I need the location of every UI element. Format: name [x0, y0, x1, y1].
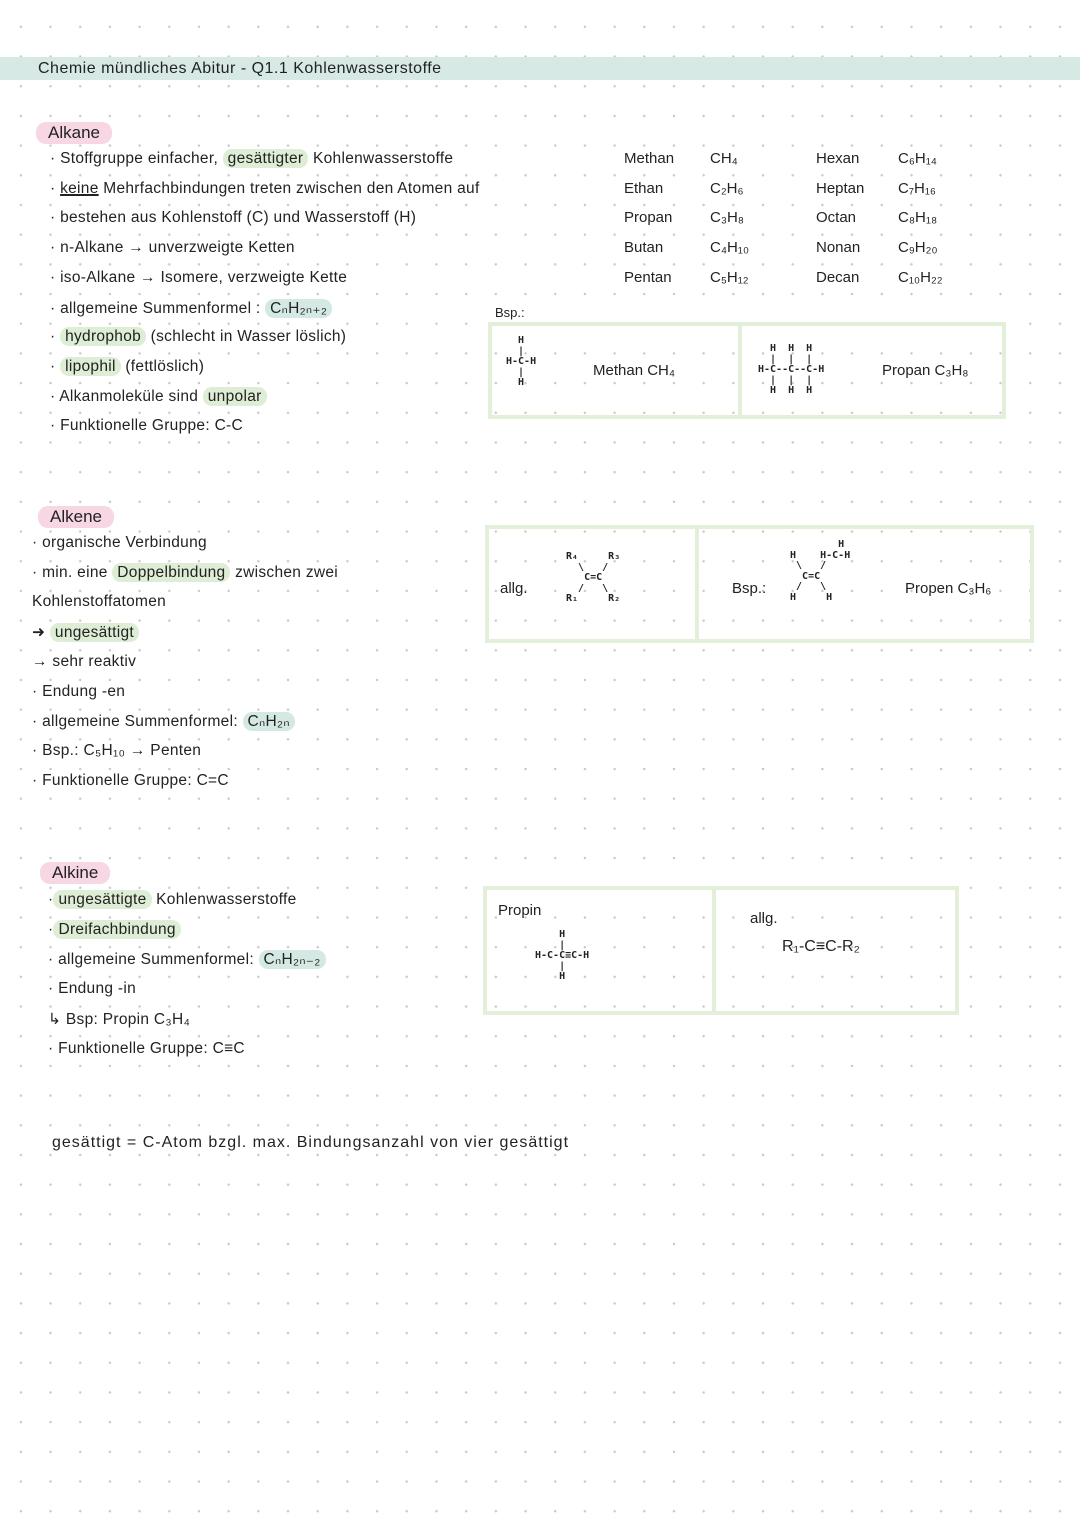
note-text: · Alkanmoleküle sind: [50, 387, 203, 405]
section-tag-alkane: Alkane: [36, 122, 112, 144]
highlighted-term: hydrophob: [60, 327, 146, 346]
note-line: [48, 921, 181, 939]
note-line: [32, 534, 207, 552]
note-line: [48, 891, 297, 909]
alkane-formula: C₇H₁₆: [898, 179, 936, 197]
propane-label: Propan C₃H₈: [882, 362, 969, 379]
alkane-name: Hexan: [816, 150, 860, 167]
alkene-general-structure: R₄ R₃ \ / C=C / \ R₁ R₂: [566, 551, 621, 604]
bsp-label: Bsp.:: [495, 305, 525, 320]
note-text: · allgemeine Summenformel :: [50, 299, 266, 317]
note-line: [50, 358, 204, 376]
note-text: Kohlenwasserstoffe: [308, 150, 454, 167]
alkyne-general-formula: R₁-C≡C-R₂: [782, 938, 860, 955]
note-text: · n-Alkane → unverzweigte Ketten: [50, 239, 295, 257]
highlighted-term: CₙH₂ₙ₋₂: [259, 950, 326, 969]
note-line: [50, 150, 453, 168]
divider: [738, 322, 742, 419]
highlighted-term: lipophil: [60, 357, 121, 376]
section-tag-alkene: Alkene: [38, 506, 114, 528]
note-text: · Endung -en: [32, 682, 126, 700]
bsp-label: Bsp.:: [732, 580, 767, 597]
note-text: · Funktionelle Gruppe: C=C: [32, 771, 229, 789]
note-line: [32, 564, 338, 582]
methane-structure: H | H-C-H | H: [506, 335, 537, 388]
alkane-formula: C₃H₈: [710, 209, 744, 227]
note-line: [50, 209, 416, 227]
alkane-formula: C₆H₁₄: [898, 150, 937, 167]
note-text: Kohlenstoffatomen: [32, 593, 167, 611]
section-tag-alkine: Alkine: [40, 862, 110, 884]
alkane-formula: CH₄: [710, 150, 738, 167]
alkane-name: Heptan: [816, 179, 865, 197]
propane-structure: H H H | | | H-C--C--C-H | | | H H H: [758, 343, 825, 396]
highlighted-term: keine: [60, 179, 99, 197]
highlighted-term: gesättigter: [223, 149, 309, 168]
saturation-note: gesättigt = C-Atom bzgl. max. Bindungsanzahl von vier gesättigt: [52, 1134, 570, 1151]
propin-label: Propin: [498, 902, 542, 919]
highlighted-term: ungesättigt: [50, 623, 139, 642]
alkane-name: Decan: [816, 268, 860, 286]
highlighted-term: unpolar: [203, 387, 267, 406]
note-text: · Endung -in: [48, 980, 137, 998]
alkane-formula: C₅H₁₂: [710, 268, 749, 286]
note-text: · organische Verbindung: [32, 534, 207, 551]
highlighted-term: CₙH₂ₙ: [243, 712, 295, 731]
note-line: [50, 417, 243, 435]
note-text: zwischen zwei: [230, 563, 339, 581]
note-line: [32, 772, 229, 790]
note-text: ·: [50, 328, 61, 346]
alkane-name: Nonan: [816, 239, 861, 257]
note-line: [50, 180, 480, 198]
note-line: [50, 388, 267, 406]
highlighted-term: CₙH₂ₙ₊₂: [265, 299, 332, 318]
highlighted-term: ungesättigte: [53, 890, 151, 909]
alkane-formula: C₈H₁₈: [898, 209, 938, 227]
note-text: (fettlöslich): [120, 357, 205, 375]
propene-structure: H H H-C-H \ / C=C / \ H H: [790, 539, 851, 603]
note-text: ·: [48, 891, 54, 908]
note-text: ·: [50, 357, 61, 375]
allg-label: allg.: [500, 580, 528, 597]
note-line: [48, 1010, 190, 1029]
note-line: [50, 239, 295, 257]
note-line: [32, 742, 201, 760]
alkane-name: Pentan: [624, 268, 672, 286]
note-line: [50, 269, 347, 287]
highlighted-term: Doppelbindung: [112, 563, 230, 582]
divider: [695, 525, 699, 643]
note-text: Kohlenwasserstoffe: [151, 891, 297, 908]
alkane-name: Butan: [624, 239, 664, 257]
note-line: [50, 299, 332, 318]
alkane-formula: C₂H₆: [710, 179, 744, 197]
note-line: [48, 980, 136, 998]
note-text: ·: [48, 920, 54, 938]
propene-label: Propen C₃H₆: [905, 580, 992, 597]
highlighted-term: Dreifachbindung: [53, 920, 180, 939]
alkane-formula: C₉H₂₀: [898, 239, 938, 257]
note-text: → sehr reaktiv: [32, 652, 137, 670]
note-text: · min. eine: [32, 563, 113, 581]
note-line: [50, 328, 346, 346]
page-title: Chemie mündliches Abitur - Q1.1 Kohlenwasserstoffe: [38, 60, 442, 77]
allg-label: allg.: [750, 910, 778, 927]
note-text: · Stoffgruppe einfacher,: [50, 150, 223, 167]
alkane-name: Methan: [624, 150, 675, 167]
alkane-name: Octan: [816, 209, 857, 227]
note-line: [32, 623, 139, 642]
note-text: ➜: [32, 624, 50, 642]
note-text: · Funktionelle Gruppe: C≡C: [48, 1039, 245, 1057]
note-text: · allgemeine Summenformel:: [48, 951, 259, 969]
alkane-formula: C₁₀H₂₂: [898, 268, 943, 286]
note-text: · Bsp.: C₅H₁₀ → Penten: [32, 741, 202, 759]
note-text: · Funktionelle Gruppe: C-C: [50, 417, 244, 435]
note-line: [32, 653, 136, 671]
note-text: (schlecht in Wasser löslich): [146, 328, 347, 346]
note-line: [32, 683, 125, 701]
propyne-structure: H | H-C-C≡C-H | H: [535, 929, 590, 982]
note-text: ·: [50, 179, 61, 197]
divider: [712, 886, 716, 1015]
alkane-formula: C₄H₁₀: [710, 239, 750, 257]
note-text: · bestehen aus Kohlenstoff (C) und Wasserstoff (H): [50, 209, 417, 227]
alkane-name: Ethan: [624, 179, 664, 197]
note-text: ↳ Bsp: Propin C₃H₄: [48, 1010, 191, 1028]
note-text: · iso-Alkane → Isomere, verzweigte Kette: [50, 268, 348, 286]
note-line: [32, 593, 166, 611]
note-line: [32, 712, 295, 731]
note-line: [48, 950, 326, 969]
methane-label: Methan CH₄: [593, 362, 675, 379]
note-text: · allgemeine Summenformel:: [32, 713, 243, 731]
note-line: [48, 1040, 245, 1058]
note-text: Mehrfachbindungen treten zwischen den Atomen auf: [98, 179, 480, 197]
alkane-name: Propan: [624, 209, 673, 227]
